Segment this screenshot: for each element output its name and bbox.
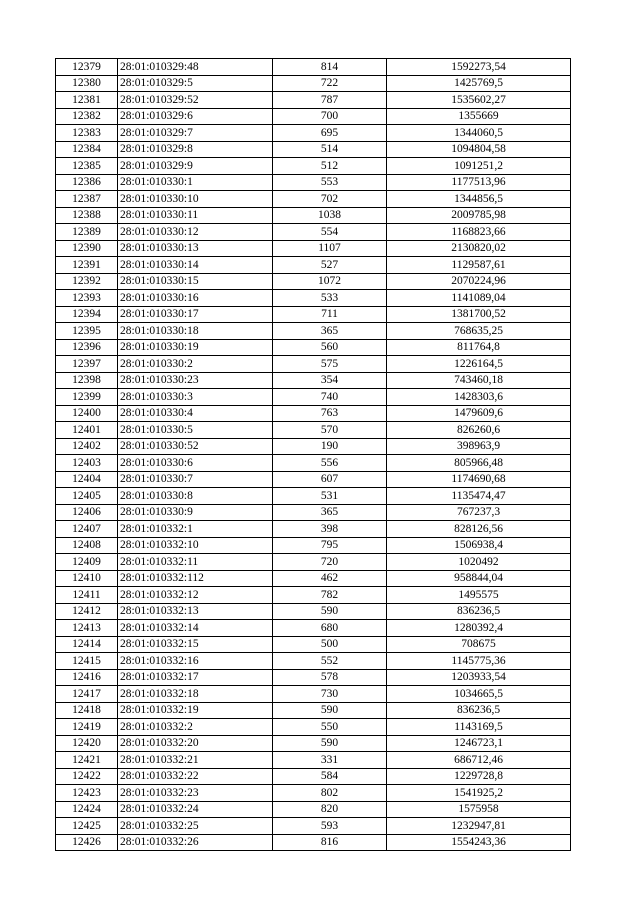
cadastral-value-cell: 1541925,2: [387, 785, 571, 802]
cadastral-number-cell: 28:01:010329:8: [118, 141, 273, 158]
cadastral-number-cell: 28:01:010329:52: [118, 92, 273, 109]
table-row: [56, 405, 571, 422]
row-number-cell: 12421: [56, 752, 118, 769]
area-cell: 331: [273, 752, 387, 769]
cadastral-value-cell: 2070224,96: [387, 273, 571, 290]
table-row: [56, 125, 571, 142]
row-number-cell: 12387: [56, 191, 118, 208]
area-cell: 820: [273, 801, 387, 818]
table-row: [56, 174, 571, 191]
table-row: [56, 306, 571, 323]
area-cell: 527: [273, 257, 387, 274]
area-cell: 533: [273, 290, 387, 307]
table-row: [56, 92, 571, 109]
area-cell: 512: [273, 158, 387, 175]
cadastral-number-cell: 28:01:010330:16: [118, 290, 273, 307]
cadastral-number-cell: 28:01:010332:10: [118, 537, 273, 554]
table-row: [56, 141, 571, 158]
cadastral-value-cell: 2009785,98: [387, 207, 571, 224]
cadastral-number-cell: 28:01:010332:19: [118, 702, 273, 719]
area-cell: 763: [273, 405, 387, 422]
table-row: [56, 537, 571, 554]
cadastral-value-cell: 1168823,66: [387, 224, 571, 241]
cadastral-number-cell: 28:01:010329:5: [118, 75, 273, 92]
area-cell: 590: [273, 735, 387, 752]
cadastral-value-cell: 1535602,27: [387, 92, 571, 109]
table-row: [56, 570, 571, 587]
row-number-cell: 12379: [56, 59, 118, 76]
row-number-cell: 12410: [56, 570, 118, 587]
cadastral-number-cell: 28:01:010332:13: [118, 603, 273, 620]
cadastral-value-cell: 1203933,54: [387, 669, 571, 686]
row-number-cell: 12381: [56, 92, 118, 109]
table-row: [56, 323, 571, 340]
table-row: [56, 752, 571, 769]
row-number-cell: 12392: [56, 273, 118, 290]
row-number-cell: 12396: [56, 339, 118, 356]
cadastral-number-cell: 28:01:010330:3: [118, 389, 273, 406]
row-number-cell: 12406: [56, 504, 118, 521]
table-row: [56, 653, 571, 670]
table-row: [56, 257, 571, 274]
cadastral-value-cell: 958844,04: [387, 570, 571, 587]
row-number-cell: 12420: [56, 735, 118, 752]
table-row: [56, 339, 571, 356]
row-number-cell: 12416: [56, 669, 118, 686]
cadastral-number-cell: 28:01:010330:19: [118, 339, 273, 356]
table-row: [56, 273, 571, 290]
area-cell: 365: [273, 504, 387, 521]
table-row: [56, 818, 571, 835]
table-row: [56, 603, 571, 620]
row-number-cell: 12403: [56, 455, 118, 472]
cadastral-number-cell: 28:01:010332:18: [118, 686, 273, 703]
row-number-cell: 12384: [56, 141, 118, 158]
cadastral-number-cell: 28:01:010332:2: [118, 719, 273, 736]
row-number-cell: 12382: [56, 108, 118, 125]
cadastral-value-cell: 836236,5: [387, 603, 571, 620]
cadastral-number-cell: 28:01:010329:7: [118, 125, 273, 142]
cadastral-number-cell: 28:01:010329:48: [118, 59, 273, 76]
cadastral-value-cell: 743460,18: [387, 372, 571, 389]
area-cell: 680: [273, 620, 387, 637]
area-cell: 462: [273, 570, 387, 587]
row-number-cell: 12401: [56, 422, 118, 439]
row-number-cell: 12411: [56, 587, 118, 604]
row-number-cell: 12397: [56, 356, 118, 373]
cadastral-value-cell: 1226164,5: [387, 356, 571, 373]
row-number-cell: 12380: [56, 75, 118, 92]
cadastral-number-cell: 28:01:010332:22: [118, 768, 273, 785]
area-cell: 590: [273, 603, 387, 620]
cadastral-value-cell: 1020492: [387, 554, 571, 571]
row-number-cell: 12424: [56, 801, 118, 818]
cadastral-value-cell: 1034665,5: [387, 686, 571, 703]
row-number-cell: 12408: [56, 537, 118, 554]
cadastral-value-cell: 1344060,5: [387, 125, 571, 142]
row-number-cell: 12391: [56, 257, 118, 274]
area-cell: 607: [273, 471, 387, 488]
cadastral-number-cell: 28:01:010330:8: [118, 488, 273, 505]
table-row: [56, 240, 571, 257]
row-number-cell: 12419: [56, 719, 118, 736]
cadastral-value-cell: 1495575: [387, 587, 571, 604]
table-row: [56, 620, 571, 637]
row-number-cell: 12418: [56, 702, 118, 719]
cadastral-number-cell: 28:01:010332:25: [118, 818, 273, 835]
area-cell: 500: [273, 636, 387, 653]
cadastral-value-cell: 1174690,68: [387, 471, 571, 488]
cadastral-value-cell: 1428303,6: [387, 389, 571, 406]
table-row: [56, 686, 571, 703]
cadastral-number-cell: 28:01:010332:23: [118, 785, 273, 802]
cadastral-value-cell: 1280392,4: [387, 620, 571, 637]
cadastral-number-cell: 28:01:010330:10: [118, 191, 273, 208]
table-row: [56, 735, 571, 752]
cadastral-number-cell: 28:01:010330:17: [118, 306, 273, 323]
area-cell: 795: [273, 537, 387, 554]
cadastral-value-cell: 398963,9: [387, 438, 571, 455]
area-cell: 700: [273, 108, 387, 125]
table-row: [56, 75, 571, 92]
cadastral-value-cell: 1592273,54: [387, 59, 571, 76]
cadastral-value-cell: 1246723,1: [387, 735, 571, 752]
table-row: [56, 801, 571, 818]
cadastral-value-cell: 1425769,5: [387, 75, 571, 92]
area-cell: 554: [273, 224, 387, 241]
table-row: [56, 356, 571, 373]
row-number-cell: 12399: [56, 389, 118, 406]
cadastral-number-cell: 28:01:010332:15: [118, 636, 273, 653]
table-row: [56, 554, 571, 571]
table-row: [56, 224, 571, 241]
area-cell: 782: [273, 587, 387, 604]
area-cell: 814: [273, 59, 387, 76]
cadastral-number-cell: 28:01:010330:5: [118, 422, 273, 439]
area-cell: 531: [273, 488, 387, 505]
area-cell: 190: [273, 438, 387, 455]
cadastral-number-cell: 28:01:010330:2: [118, 356, 273, 373]
area-cell: 365: [273, 323, 387, 340]
row-number-cell: 12400: [56, 405, 118, 422]
table-row: [56, 389, 571, 406]
cadastral-value-cell: 1094804,58: [387, 141, 571, 158]
area-cell: 575: [273, 356, 387, 373]
row-number-cell: 12413: [56, 620, 118, 637]
area-cell: 570: [273, 422, 387, 439]
cadastral-number-cell: 28:01:010332:11: [118, 554, 273, 571]
area-cell: 514: [273, 141, 387, 158]
row-number-cell: 12393: [56, 290, 118, 307]
cadastral-value-cell: 1141089,04: [387, 290, 571, 307]
table-row: [56, 504, 571, 521]
area-cell: 740: [273, 389, 387, 406]
row-number-cell: 12395: [56, 323, 118, 340]
cadastral-value-cell: 1129587,61: [387, 257, 571, 274]
table-body: [56, 59, 571, 851]
row-number-cell: 12415: [56, 653, 118, 670]
area-cell: 1072: [273, 273, 387, 290]
cadastral-number-cell: 28:01:010329:6: [118, 108, 273, 125]
cadastral-number-cell: 28:01:010330:13: [118, 240, 273, 257]
cadastral-value-cell: 1145775,36: [387, 653, 571, 670]
table-row: [56, 702, 571, 719]
row-number-cell: 12412: [56, 603, 118, 620]
cadastral-value-cell: 1232947,81: [387, 818, 571, 835]
area-cell: 722: [273, 75, 387, 92]
area-cell: 550: [273, 719, 387, 736]
row-number-cell: 12383: [56, 125, 118, 142]
table-row: [56, 719, 571, 736]
cadastral-value-cell: 1381700,52: [387, 306, 571, 323]
table-row: [56, 422, 571, 439]
cadastral-value-cell: 1554243,36: [387, 834, 571, 851]
area-cell: 584: [273, 768, 387, 785]
row-number-cell: 12423: [56, 785, 118, 802]
row-number-cell: 12394: [56, 306, 118, 323]
table-row: [56, 59, 571, 76]
cadastral-number-cell: 28:01:010330:52: [118, 438, 273, 455]
table-row: [56, 438, 571, 455]
area-cell: 560: [273, 339, 387, 356]
cadastral-number-cell: 28:01:010332:16: [118, 653, 273, 670]
cadastral-number-cell: 28:01:010330:14: [118, 257, 273, 274]
row-number-cell: 12390: [56, 240, 118, 257]
cadastral-number-cell: 28:01:010332:17: [118, 669, 273, 686]
cadastral-number-cell: 28:01:010330:1: [118, 174, 273, 191]
table-row: [56, 521, 571, 538]
area-cell: 578: [273, 669, 387, 686]
cadastral-value-cell: 836236,5: [387, 702, 571, 719]
cadastral-number-cell: 28:01:010332:26: [118, 834, 273, 851]
area-cell: 730: [273, 686, 387, 703]
area-cell: 553: [273, 174, 387, 191]
cadastral-number-cell: 28:01:010332:112: [118, 570, 273, 587]
row-number-cell: 12388: [56, 207, 118, 224]
row-number-cell: 12402: [56, 438, 118, 455]
area-cell: 816: [273, 834, 387, 851]
area-cell: 702: [273, 191, 387, 208]
area-cell: 354: [273, 372, 387, 389]
cadastral-value-cell: 1135474,47: [387, 488, 571, 505]
table-row: [56, 158, 571, 175]
area-cell: 552: [273, 653, 387, 670]
table-row: [56, 455, 571, 472]
cadastral-value-cell: 708675: [387, 636, 571, 653]
cadastral-value-table: [55, 58, 571, 851]
table-row: [56, 471, 571, 488]
table-row: [56, 669, 571, 686]
cadastral-number-cell: 28:01:010330:11: [118, 207, 273, 224]
cadastral-number-cell: 28:01:010330:15: [118, 273, 273, 290]
cadastral-number-cell: 28:01:010332:12: [118, 587, 273, 604]
cadastral-value-cell: 1091251,2: [387, 158, 571, 175]
table-row: [56, 785, 571, 802]
row-number-cell: 12407: [56, 521, 118, 538]
table-row: [56, 587, 571, 604]
row-number-cell: 12404: [56, 471, 118, 488]
area-cell: 1107: [273, 240, 387, 257]
area-cell: 398: [273, 521, 387, 538]
area-cell: 593: [273, 818, 387, 835]
cadastral-value-cell: 686712,46: [387, 752, 571, 769]
row-number-cell: 12426: [56, 834, 118, 851]
cadastral-value-cell: 1479609,6: [387, 405, 571, 422]
row-number-cell: 12422: [56, 768, 118, 785]
area-cell: 1038: [273, 207, 387, 224]
area-cell: 720: [273, 554, 387, 571]
row-number-cell: 12389: [56, 224, 118, 241]
cadastral-number-cell: 28:01:010329:9: [118, 158, 273, 175]
cadastral-value-cell: 1506938,4: [387, 537, 571, 554]
cadastral-value-cell: 1355669: [387, 108, 571, 125]
cadastral-number-cell: 28:01:010330:18: [118, 323, 273, 340]
cadastral-value-cell: 1177513,96: [387, 174, 571, 191]
cadastral-value-cell: 767237,3: [387, 504, 571, 521]
row-number-cell: 12414: [56, 636, 118, 653]
table-row: [56, 488, 571, 505]
cadastral-number-cell: 28:01:010332:1: [118, 521, 273, 538]
table-row: [56, 191, 571, 208]
cadastral-value-cell: 811764,8: [387, 339, 571, 356]
cadastral-value-cell: 805966,48: [387, 455, 571, 472]
row-number-cell: 12405: [56, 488, 118, 505]
table-row: [56, 834, 571, 851]
cadastral-value-cell: 1229728,8: [387, 768, 571, 785]
cadastral-value-cell: 1575958: [387, 801, 571, 818]
area-cell: 590: [273, 702, 387, 719]
area-cell: 556: [273, 455, 387, 472]
area-cell: 802: [273, 785, 387, 802]
row-number-cell: 12386: [56, 174, 118, 191]
cadastral-value-cell: 768635,25: [387, 323, 571, 340]
row-number-cell: 12417: [56, 686, 118, 703]
cadastral-value-cell: 2130820,02: [387, 240, 571, 257]
cadastral-number-cell: 28:01:010330:12: [118, 224, 273, 241]
table-row: [56, 290, 571, 307]
cadastral-number-cell: 28:01:010332:21: [118, 752, 273, 769]
cadastral-value-cell: 826260,6: [387, 422, 571, 439]
cadastral-value-cell: 1143169,5: [387, 719, 571, 736]
cadastral-number-cell: 28:01:010332:14: [118, 620, 273, 637]
cadastral-number-cell: 28:01:010330:7: [118, 471, 273, 488]
cadastral-number-cell: 28:01:010330:9: [118, 504, 273, 521]
cadastral-value-cell: 1344856,5: [387, 191, 571, 208]
cadastral-value-cell: 828126,56: [387, 521, 571, 538]
table-row: [56, 768, 571, 785]
cadastral-number-cell: 28:01:010330:6: [118, 455, 273, 472]
row-number-cell: 12409: [56, 554, 118, 571]
row-number-cell: 12398: [56, 372, 118, 389]
area-cell: 711: [273, 306, 387, 323]
cadastral-number-cell: 28:01:010330:4: [118, 405, 273, 422]
table-row: [56, 636, 571, 653]
table-row: [56, 207, 571, 224]
table-row: [56, 108, 571, 125]
table-row: [56, 372, 571, 389]
area-cell: 787: [273, 92, 387, 109]
row-number-cell: 12385: [56, 158, 118, 175]
cadastral-number-cell: 28:01:010330:23: [118, 372, 273, 389]
area-cell: 695: [273, 125, 387, 142]
row-number-cell: 12425: [56, 818, 118, 835]
cadastral-number-cell: 28:01:010332:20: [118, 735, 273, 752]
cadastral-number-cell: 28:01:010332:24: [118, 801, 273, 818]
